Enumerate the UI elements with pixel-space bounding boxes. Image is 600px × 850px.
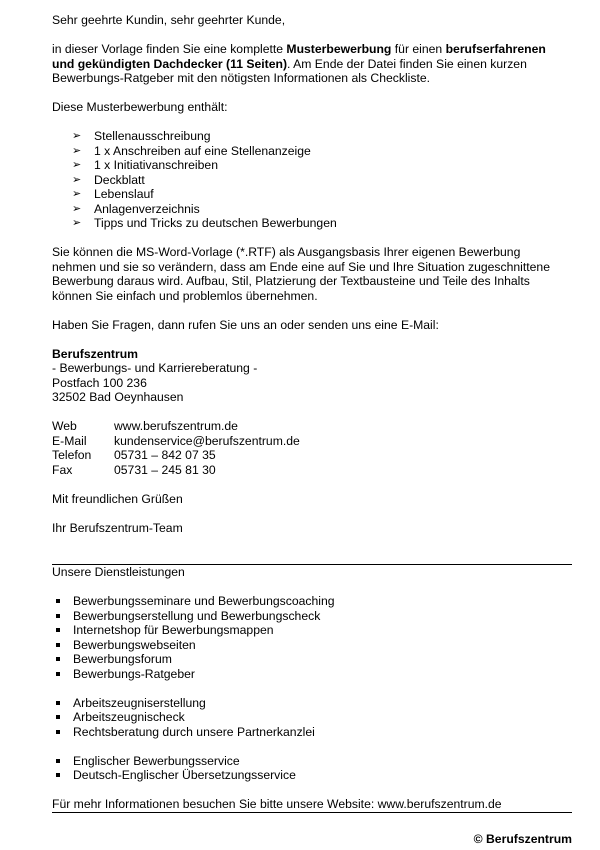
fax-value: 05731 – 245 81 30: [114, 462, 216, 477]
greeting: Sehr geehrte Kundin, sehr geehrter Kunde,: [52, 13, 286, 27]
arrow-bullet-icon: ➢: [72, 173, 82, 186]
list-item: Rechtsberatung durch unsere Partnerkanzlei: [52, 725, 572, 740]
web-link[interactable]: www.berufszentrum.de: [114, 419, 238, 433]
arrow-bullet-icon: ➢: [72, 159, 82, 171]
intro-text-1: in dieser Vorlage finden Sie eine komplette: [52, 42, 287, 56]
list-item: Englischer Bewerbungsservice: [52, 754, 572, 769]
square-bullet-icon: [56, 773, 60, 777]
contact-row-web: Web www.berufszentrum.de: [52, 419, 300, 434]
address-line: - Bewerbungs- und Karriereberatung -: [52, 361, 258, 375]
usage-paragraph: Sie können die MS-Word-Vorlage (*.RTF) als Ausgangsbasis Ihrer eigenen Bewerbung nehmen und sie so verändern, dass am Ende eine auf Sie und Ihre Situation zugeschnittene Bewerbung daraus wird. Aufbau, Stil, Platzierung der Textbausteine und Teile des Inhalts können Sie einfach und problemlos übernehmen.: [52, 245, 550, 303]
list-item: Internetshop für Bewerbungsmappen: [52, 623, 572, 638]
phone-value: 05731 – 842 07 35: [114, 448, 216, 462]
arrow-bullet-icon: ➢: [72, 202, 82, 215]
intro-text-3: . Am Ende der Datei finden Sie einen kurzen: [287, 56, 527, 71]
list-item: ➢ Anlagenverzeichnis: [72, 201, 200, 216]
closing: Mit freundlichen Grüßen: [52, 491, 183, 506]
list-item: ➢ Lebenslauf: [72, 187, 154, 201]
square-bullet-icon: [56, 657, 60, 661]
copyright-notice: © Berufszentrum: [473, 832, 572, 846]
square-bullet-icon: [56, 701, 60, 705]
contact-table: [52, 419, 300, 477]
arrow-bullet-icon: ➢: [72, 130, 82, 142]
square-bullet-icon: [56, 599, 60, 603]
list-item: Arbeitszeugnischeck: [52, 710, 572, 725]
contents-heading: Diese Musterbewerbung enthält:: [52, 100, 228, 114]
list-item: ➢ Tipps und Tricks zu deutschen Bewerbungen: [72, 216, 337, 230]
company-name: Berufszentrum: [52, 346, 139, 361]
list-item: ➢ 1 x Initiativanschreiben: [72, 158, 218, 172]
list-item: Bewerbungsseminare und Bewerbungscoaching: [52, 594, 572, 609]
document-page: [52, 13, 572, 813]
arrow-bullet-icon: ➢: [72, 188, 82, 200]
signature: Ihr Berufszentrum-Team: [52, 520, 183, 535]
address-block: [52, 347, 572, 405]
square-bullet-icon: [56, 614, 60, 618]
contact-row-email: E-Mail kundenservice@berufszentrum.de: [52, 433, 300, 448]
contact-row-fax: Fax 05731 – 245 81 30: [52, 463, 300, 478]
square-bullet-icon: [56, 715, 60, 719]
list-item: Bewerbungswebseiten: [52, 638, 572, 653]
intro-text-2: für einen: [391, 42, 446, 56]
contents-list: [52, 129, 572, 231]
arrow-bullet-icon: ➢: [72, 144, 82, 157]
square-bullet-icon: [56, 628, 60, 632]
list-item: Bewerbungserstellung und Bewerbungscheck: [52, 609, 572, 624]
arrow-bullet-icon: ➢: [72, 217, 82, 229]
intro-paragraph: [52, 42, 572, 86]
address-line: Postfach 100 236: [52, 375, 147, 390]
intro-bold-2: berufserfahrenen: [445, 42, 546, 56]
square-bullet-icon: [56, 672, 60, 676]
questions-text: Haben Sie Fragen, dann rufen Sie uns an oder senden uns eine E-Mail:: [52, 317, 439, 332]
email-link[interactable]: kundenservice@berufszentrum.de: [114, 433, 300, 448]
address-line: 32502 Bad Oeynhausen: [52, 390, 184, 404]
services-heading: Unsere Dienstleistungen: [52, 565, 185, 579]
square-bullet-icon: [56, 759, 60, 763]
square-bullet-icon: [56, 643, 60, 647]
square-bullet-icon: [56, 730, 60, 734]
list-item: Arbeitszeugniserstellung: [52, 696, 572, 711]
intro-bold-1: Musterbewerbung: [286, 42, 392, 56]
website-note: Für mehr Informationen besuchen Sie bitte unsere Website: www.berufszentrum.de: [52, 797, 502, 811]
intro-text-4: Bewerbungs-Ratgeber mit den nötigsten Informationen als Checkliste.: [52, 71, 431, 85]
contact-row-phone: Telefon 05731 – 842 07 35: [52, 448, 300, 463]
list-item: ➢ Deckblatt: [72, 172, 145, 187]
services-list-2: [52, 696, 572, 740]
services-list-3: [52, 754, 572, 783]
services-list-1: [52, 594, 572, 681]
list-item: Bewerbungs-Ratgeber: [52, 667, 572, 682]
divider: [52, 812, 572, 813]
list-item: Bewerbungsforum: [52, 652, 572, 667]
list-item: ➢ 1 x Anschreiben auf eine Stellenanzeige: [72, 143, 311, 158]
list-item: ➢ Stellenausschreibung: [72, 129, 211, 143]
list-item: Deutsch-Englischer Übersetzungsservice: [52, 768, 572, 783]
intro-bold-3: und gekündigten Dachdecker (11 Seiten): [52, 56, 288, 71]
